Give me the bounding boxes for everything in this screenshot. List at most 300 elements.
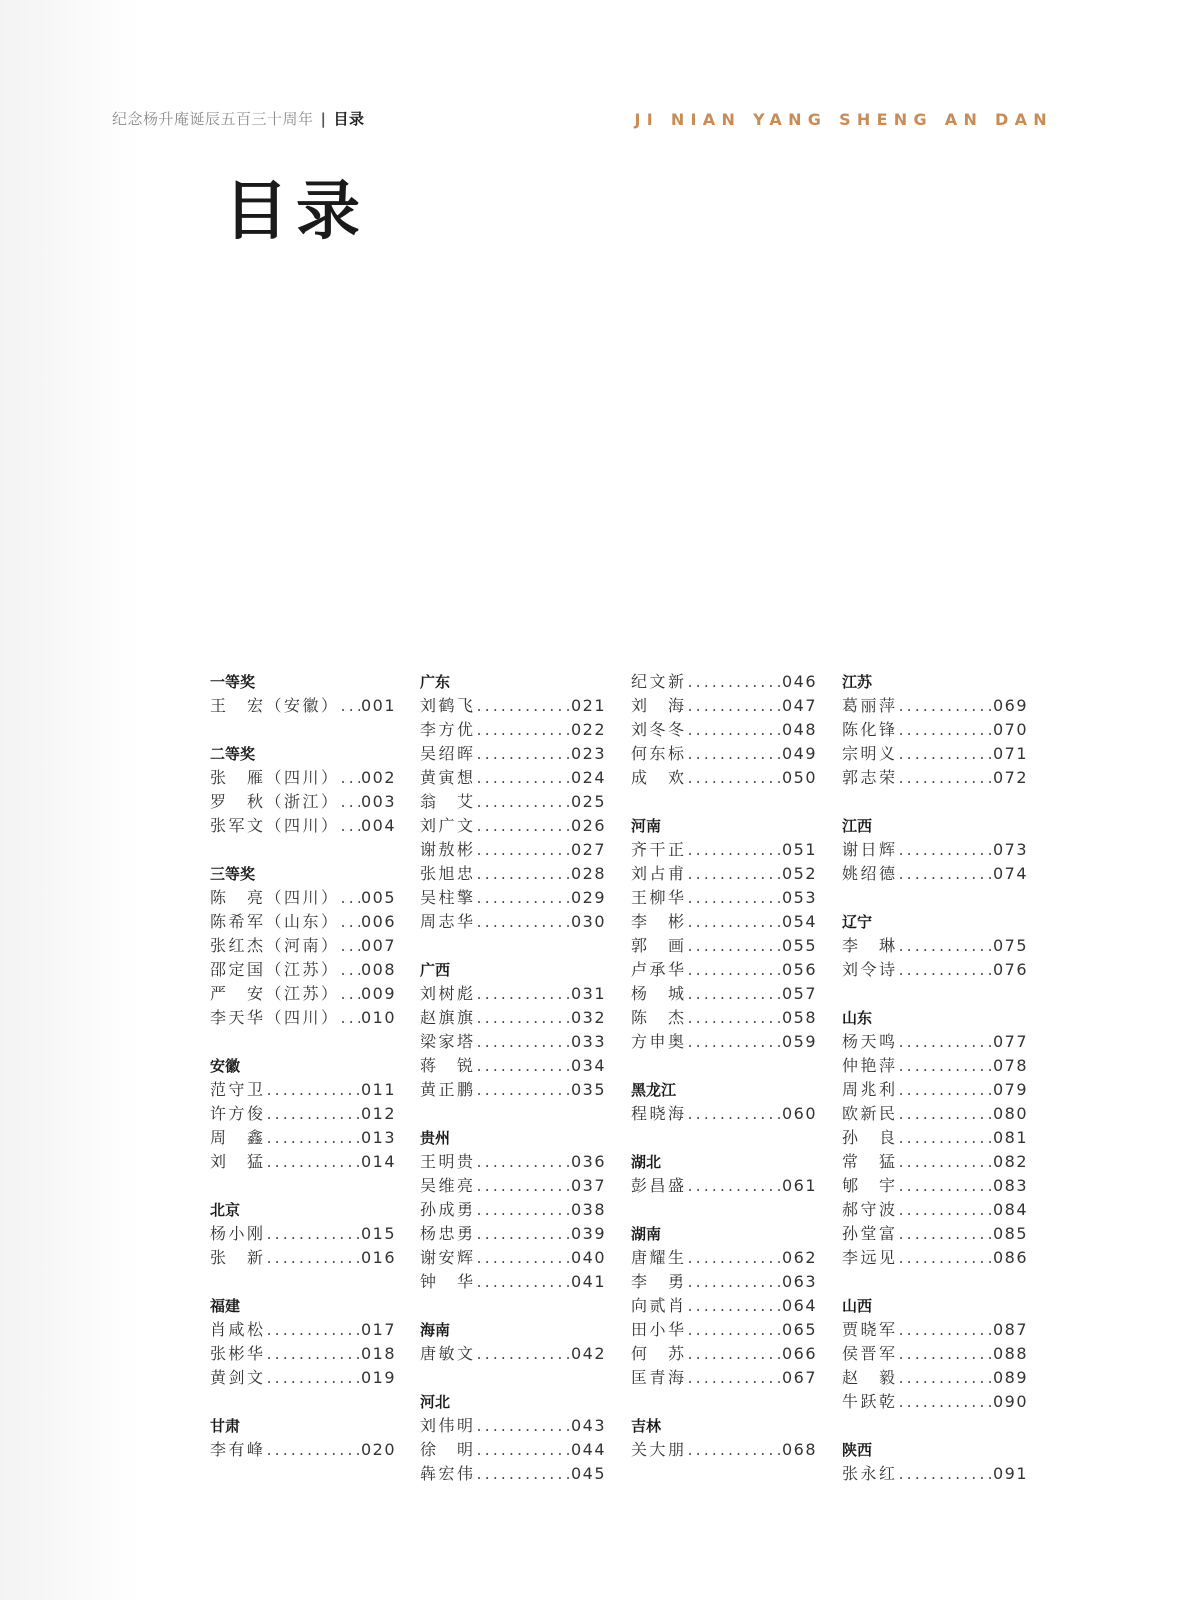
entry-page-number: 036 (570, 1152, 606, 1171)
toc-entry[interactable] (420, 814, 606, 838)
dot-leader (267, 1078, 360, 1102)
toc-entry[interactable] (842, 1054, 1028, 1078)
toc-entry[interactable] (842, 1246, 1028, 1270)
entry-page-number: 008 (360, 960, 396, 979)
pinyin-title: JI NIAN YANG SHENG AN DAN (634, 110, 1053, 129)
entry-page-number: 060 (781, 1104, 817, 1123)
entry-name: 刘 猛 (210, 1152, 266, 1171)
toc-entry[interactable] (631, 958, 817, 982)
dot-leader (477, 1030, 570, 1054)
entry-name: 徐 明 (420, 1440, 476, 1459)
toc-entry[interactable] (420, 982, 606, 1006)
toc-entry[interactable] (210, 1222, 396, 1246)
dot-leader (688, 862, 781, 886)
toc-entry[interactable] (420, 838, 606, 862)
entry-page-number: 024 (570, 768, 606, 787)
toc-entry[interactable] (842, 718, 1028, 742)
dot-leader (899, 1390, 992, 1414)
entry-name: 陈 杰 (631, 1008, 687, 1027)
entry-name: 仲艳萍 (842, 1056, 898, 1075)
entry-page-number: 079 (992, 1080, 1028, 1099)
page-title: 目录 (224, 175, 368, 249)
entry-name: 翁 艾 (420, 792, 476, 811)
toc-group-heading: 陕西 (842, 1441, 873, 1459)
entry-name: 刘冬冬 (631, 720, 687, 739)
toc-entry[interactable] (631, 862, 817, 886)
entry-name: 程晓海 (631, 1104, 687, 1123)
entry-page-number: 001 (360, 696, 396, 715)
toc-group (420, 958, 606, 1102)
toc-entry[interactable] (420, 790, 606, 814)
toc-entry[interactable] (631, 1366, 817, 1390)
toc-entry[interactable] (631, 1174, 817, 1198)
entry-name: 杨小刚 (210, 1224, 266, 1243)
entry-page-number: 071 (992, 744, 1028, 763)
dot-leader (341, 766, 360, 790)
entry-name: 陈 亮（四川） (210, 888, 340, 907)
toc-entry[interactable] (420, 694, 606, 718)
toc-entry[interactable] (631, 886, 817, 910)
toc-entry[interactable] (842, 1366, 1028, 1390)
entry-page-number: 085 (992, 1224, 1028, 1243)
toc-group (210, 1294, 396, 1390)
toc-entry[interactable] (631, 910, 817, 934)
entry-page-number: 047 (781, 696, 817, 715)
dot-leader (267, 1222, 360, 1246)
toc-group-heading: 山东 (842, 1009, 873, 1027)
toc-entry[interactable] (420, 1438, 606, 1462)
toc-group (631, 670, 817, 790)
toc-group (210, 1414, 396, 1462)
toc-group (842, 814, 1028, 886)
toc-entry[interactable] (842, 1222, 1028, 1246)
toc-entry[interactable] (420, 1078, 606, 1102)
entry-page-number: 064 (781, 1296, 817, 1315)
toc-group-heading: 福建 (210, 1297, 241, 1315)
toc-group-heading: 辽宁 (842, 913, 873, 931)
toc-entry[interactable] (210, 1318, 396, 1342)
toc-entry[interactable] (210, 886, 396, 910)
dot-leader (688, 1318, 781, 1342)
toc-entry[interactable] (420, 1150, 606, 1174)
dot-leader (899, 766, 992, 790)
entry-name: 谢敖彬 (420, 840, 476, 859)
dot-leader (267, 1318, 360, 1342)
dot-leader (688, 910, 781, 934)
toc-entry[interactable] (420, 1174, 606, 1198)
entry-page-number: 051 (781, 840, 817, 859)
entry-name: 郭 画 (631, 936, 687, 955)
entry-page-number: 053 (781, 888, 817, 907)
dot-leader (899, 1198, 992, 1222)
dot-leader (899, 694, 992, 718)
entry-page-number: 048 (781, 720, 817, 739)
toc-entry[interactable] (631, 934, 817, 958)
entry-name: 宗明义 (842, 744, 898, 763)
entry-page-number: 012 (360, 1104, 396, 1123)
toc-entry[interactable] (420, 1030, 606, 1054)
toc-entry[interactable] (210, 694, 396, 718)
toc-entry[interactable] (842, 1150, 1028, 1174)
entry-page-number: 059 (781, 1032, 817, 1051)
entry-name: 侯晋军 (842, 1344, 898, 1363)
entry-page-number: 069 (992, 696, 1028, 715)
entry-page-number: 003 (360, 792, 396, 811)
toc-entry[interactable] (210, 1006, 396, 1030)
entry-page-number: 084 (992, 1200, 1028, 1219)
entry-name: 欧新民 (842, 1104, 898, 1123)
toc-group-heading: 黑龙江 (631, 1081, 677, 1099)
toc-entry[interactable] (842, 934, 1028, 958)
entry-name: 谢安辉 (420, 1248, 476, 1267)
toc-entry[interactable] (210, 766, 396, 790)
entry-page-number: 005 (360, 888, 396, 907)
entry-name: 许方俊 (210, 1104, 266, 1123)
entry-name: 陈化锋 (842, 720, 898, 739)
book-title: 纪念杨升庵诞辰五百三十周年 (112, 110, 314, 128)
toc-entry[interactable] (842, 1342, 1028, 1366)
entry-page-number: 002 (360, 768, 396, 787)
toc-entry[interactable] (420, 1198, 606, 1222)
dot-leader (688, 1246, 781, 1270)
entry-page-number: 066 (781, 1344, 817, 1363)
entry-page-number: 082 (992, 1152, 1028, 1171)
entry-page-number: 020 (360, 1440, 396, 1459)
entry-name: 郝守波 (842, 1200, 898, 1219)
dot-leader (477, 838, 570, 862)
dot-leader (899, 718, 992, 742)
entry-name: 郭志荣 (842, 768, 898, 787)
entry-page-number: 033 (570, 1032, 606, 1051)
toc-entry[interactable] (631, 1102, 817, 1126)
toc-entry[interactable] (210, 1342, 396, 1366)
entry-page-number: 034 (570, 1056, 606, 1075)
running-header (112, 108, 365, 129)
entry-page-number: 062 (781, 1248, 817, 1267)
dot-leader (688, 1102, 781, 1126)
entry-page-number: 090 (992, 1392, 1028, 1411)
toc-entry[interactable] (631, 742, 817, 766)
dot-leader (477, 790, 570, 814)
entry-name: 关大朋 (631, 1440, 687, 1459)
entry-name: 齐干正 (631, 840, 687, 859)
toc-entry[interactable] (420, 718, 606, 742)
toc-entry[interactable] (420, 1270, 606, 1294)
entry-name: 孙成勇 (420, 1200, 476, 1219)
entry-name: 何 苏 (631, 1344, 687, 1363)
toc-entry[interactable] (842, 838, 1028, 862)
toc-entry[interactable] (842, 1462, 1028, 1486)
toc-entry[interactable] (210, 1366, 396, 1390)
toc-entry[interactable] (420, 1222, 606, 1246)
toc-entry[interactable] (420, 1462, 606, 1486)
dot-leader (688, 670, 781, 694)
entry-page-number: 089 (992, 1368, 1028, 1387)
entry-name: 周 鑫 (210, 1128, 266, 1147)
page-gutter-shade (0, 0, 140, 1600)
toc-entry[interactable] (210, 910, 396, 934)
toc-entry[interactable] (631, 1438, 817, 1462)
entry-name: 谢日辉 (842, 840, 898, 859)
toc-entry[interactable] (842, 694, 1028, 718)
entry-page-number: 054 (781, 912, 817, 931)
entry-name: 黄正鹏 (420, 1080, 476, 1099)
toc-entry[interactable] (631, 1006, 817, 1030)
toc-group (420, 1390, 606, 1486)
dot-leader (477, 1174, 570, 1198)
entry-page-number: 083 (992, 1176, 1028, 1195)
toc-group (420, 670, 606, 934)
dot-leader (477, 1246, 570, 1270)
toc-entry[interactable] (420, 1054, 606, 1078)
toc-entry[interactable] (631, 670, 817, 694)
dot-leader (341, 814, 360, 838)
toc-entry[interactable] (842, 1126, 1028, 1150)
toc-entry[interactable] (631, 1270, 817, 1294)
entry-page-number: 041 (570, 1272, 606, 1291)
toc-entry[interactable] (631, 1294, 817, 1318)
toc-group-heading: 山西 (842, 1297, 873, 1315)
toc-column-4 (842, 670, 1028, 1510)
dot-leader (477, 742, 570, 766)
entry-page-number: 088 (992, 1344, 1028, 1363)
entry-name: 李 琳 (842, 936, 898, 955)
toc-entry[interactable] (842, 1030, 1028, 1054)
entry-page-number: 068 (781, 1440, 817, 1459)
toc-group-heading: 安徽 (210, 1057, 241, 1075)
entry-name: 邵定国（江苏） (210, 960, 340, 979)
toc-group-heading: 贵州 (420, 1129, 451, 1147)
toc-entry[interactable] (842, 1078, 1028, 1102)
entry-page-number: 091 (992, 1464, 1028, 1483)
dot-leader (267, 1366, 360, 1390)
entry-name: 张红杰（河南） (210, 936, 340, 955)
entry-name: 钟 华 (420, 1272, 476, 1291)
toc-group-heading: 二等奖 (210, 745, 256, 763)
toc-entry[interactable] (842, 862, 1028, 886)
entry-page-number: 081 (992, 1128, 1028, 1147)
dot-leader (688, 1366, 781, 1390)
dot-leader (899, 1246, 992, 1270)
entry-page-number: 077 (992, 1032, 1028, 1051)
entry-name: 杨天鸣 (842, 1032, 898, 1051)
toc-entry[interactable] (210, 1126, 396, 1150)
entry-page-number: 042 (570, 1344, 606, 1363)
entry-name: 刘 海 (631, 696, 687, 715)
dot-leader (477, 766, 570, 790)
entry-name: 匡青海 (631, 1368, 687, 1387)
toc-column-2 (420, 670, 606, 1510)
entry-name: 葛丽萍 (842, 696, 898, 715)
dot-leader (477, 862, 570, 886)
entry-name: 姚绍德 (842, 864, 898, 883)
dot-leader (341, 790, 360, 814)
entry-name: 唐耀生 (631, 1248, 687, 1267)
entry-page-number: 065 (781, 1320, 817, 1339)
dot-leader (688, 694, 781, 718)
toc-entry[interactable] (210, 814, 396, 838)
toc-group-heading: 甘肃 (210, 1417, 241, 1435)
header-separator: | (320, 109, 327, 128)
entry-name: 黄寅想 (420, 768, 476, 787)
dot-leader (341, 694, 360, 718)
toc-entry[interactable] (210, 1102, 396, 1126)
toc-entry[interactable] (631, 1342, 817, 1366)
toc-entry[interactable] (631, 1318, 817, 1342)
toc-entry[interactable] (210, 958, 396, 982)
toc-group (420, 1318, 606, 1366)
toc-entry[interactable] (631, 838, 817, 862)
toc-group (842, 1438, 1028, 1486)
toc-entry[interactable] (631, 1030, 817, 1054)
entry-name: 黄剑文 (210, 1368, 266, 1387)
entry-name: 赵旗旗 (420, 1008, 476, 1027)
dot-leader (477, 982, 570, 1006)
toc-group (631, 814, 817, 1054)
dot-leader (688, 766, 781, 790)
toc-entry[interactable] (631, 1246, 817, 1270)
entry-page-number: 046 (781, 672, 817, 691)
dot-leader (899, 862, 992, 886)
dot-leader (899, 1462, 992, 1486)
dot-leader (477, 1342, 570, 1366)
dot-leader (267, 1150, 360, 1174)
toc-group-heading: 河北 (420, 1393, 451, 1411)
entry-name: 李 勇 (631, 1272, 687, 1291)
dot-leader (899, 1366, 992, 1390)
toc-entry[interactable] (420, 910, 606, 934)
toc-entry[interactable] (631, 982, 817, 1006)
entry-page-number: 013 (360, 1128, 396, 1147)
entry-name: 何东标 (631, 744, 687, 763)
dot-leader (899, 1174, 992, 1198)
dot-leader (899, 958, 992, 982)
dot-leader (267, 1102, 360, 1126)
toc-entry[interactable] (842, 742, 1028, 766)
toc-group (631, 1222, 817, 1390)
entry-name: 吴绍晖 (420, 744, 476, 763)
entry-page-number: 019 (360, 1368, 396, 1387)
dot-leader (267, 1126, 360, 1150)
entry-page-number: 028 (570, 864, 606, 883)
entry-page-number: 056 (781, 960, 817, 979)
entry-name: 刘占甫 (631, 864, 687, 883)
dot-leader (899, 934, 992, 958)
entry-page-number: 030 (570, 912, 606, 931)
entry-page-number: 018 (360, 1344, 396, 1363)
toc-group-heading: 湖北 (631, 1153, 662, 1171)
toc-entry[interactable] (420, 1246, 606, 1270)
toc-entry[interactable] (420, 886, 606, 910)
dot-leader (688, 718, 781, 742)
toc-entry[interactable] (210, 790, 396, 814)
dot-leader (688, 1174, 781, 1198)
entry-name: 王 宏（安徽） (210, 696, 340, 715)
entry-name: 张彬华 (210, 1344, 266, 1363)
entry-name: 刘伟明 (420, 1416, 476, 1435)
dot-leader (899, 1078, 992, 1102)
dot-leader (267, 1342, 360, 1366)
entry-page-number: 009 (360, 984, 396, 1003)
toc-entry[interactable] (631, 766, 817, 790)
toc-entry[interactable] (842, 958, 1028, 982)
toc-entry[interactable] (842, 1390, 1028, 1414)
dot-leader (688, 1294, 781, 1318)
entry-page-number: 004 (360, 816, 396, 835)
dot-leader (688, 1438, 781, 1462)
dot-leader (688, 838, 781, 862)
toc-entry[interactable] (631, 718, 817, 742)
toc-entry[interactable] (420, 1342, 606, 1366)
toc-entry[interactable] (210, 1078, 396, 1102)
entry-name: 牛跃乾 (842, 1392, 898, 1411)
entry-name: 刘广文 (420, 816, 476, 835)
toc-group (631, 1150, 817, 1198)
toc-entry[interactable] (842, 1318, 1028, 1342)
toc-entry[interactable] (842, 1174, 1028, 1198)
entry-name: 张军文（四川） (210, 816, 340, 835)
dot-leader (899, 1150, 992, 1174)
entry-page-number: 078 (992, 1056, 1028, 1075)
dot-leader (688, 742, 781, 766)
entry-name: 李有峰 (210, 1440, 266, 1459)
toc-entry[interactable] (842, 766, 1028, 790)
toc-entry[interactable] (210, 934, 396, 958)
entry-name: 严 安（江苏） (210, 984, 340, 1003)
entry-page-number: 026 (570, 816, 606, 835)
dot-leader (899, 1030, 992, 1054)
dot-leader (477, 1150, 570, 1174)
toc-entry[interactable] (420, 862, 606, 886)
entry-name: 赵 毅 (842, 1368, 898, 1387)
dot-leader (477, 1198, 570, 1222)
entry-page-number: 072 (992, 768, 1028, 787)
entry-name: 张 新 (210, 1248, 266, 1267)
toc-group-heading: 一等奖 (210, 673, 256, 691)
toc-group (842, 670, 1028, 790)
toc-entry[interactable] (420, 766, 606, 790)
dot-leader (477, 886, 570, 910)
entry-name: 罗 秋（浙江） (210, 792, 340, 811)
entry-name: 李方优 (420, 720, 476, 739)
dot-leader (688, 1342, 781, 1366)
toc-entry[interactable] (210, 982, 396, 1006)
toc-entry[interactable] (631, 694, 817, 718)
toc-entry[interactable] (420, 742, 606, 766)
entry-page-number: 087 (992, 1320, 1028, 1339)
toc-group-heading: 海南 (420, 1321, 451, 1339)
toc-column-3 (631, 670, 817, 1486)
entry-name: 贾晓军 (842, 1320, 898, 1339)
toc-entry[interactable] (842, 1198, 1028, 1222)
toc-entry[interactable] (842, 1102, 1028, 1126)
dot-leader (477, 1462, 570, 1486)
toc-entry[interactable] (210, 1438, 396, 1462)
dot-leader (688, 1270, 781, 1294)
entry-name: 常 猛 (842, 1152, 898, 1171)
entry-page-number: 031 (570, 984, 606, 1003)
entry-page-number: 043 (570, 1416, 606, 1435)
dot-leader (477, 718, 570, 742)
toc-group-heading: 河南 (631, 817, 662, 835)
toc-entry[interactable] (210, 1150, 396, 1174)
toc-entry[interactable] (420, 1414, 606, 1438)
toc-entry[interactable] (420, 1006, 606, 1030)
dot-leader (341, 1006, 360, 1030)
entry-page-number: 067 (781, 1368, 817, 1387)
toc-entry[interactable] (210, 1246, 396, 1270)
entry-name: 李天华（四川） (210, 1008, 340, 1027)
